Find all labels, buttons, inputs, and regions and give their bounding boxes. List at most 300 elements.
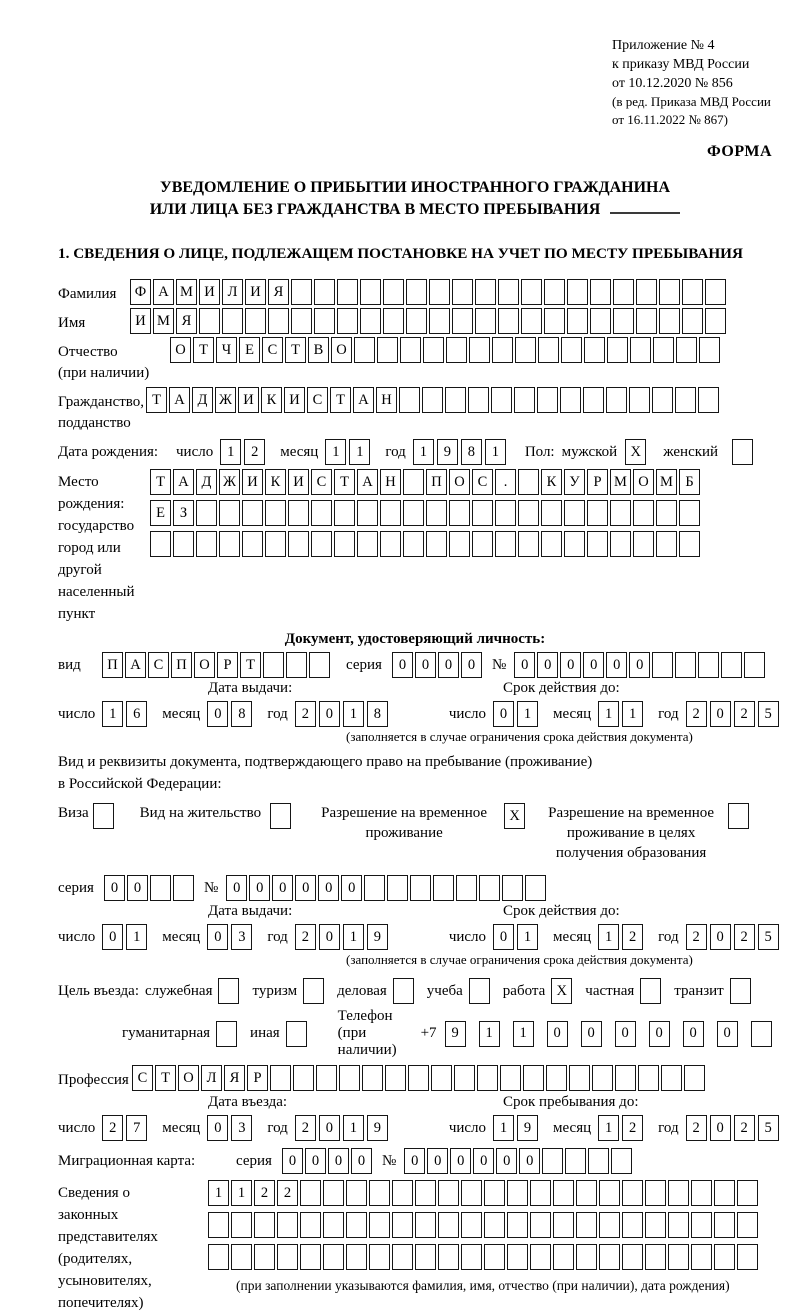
- char-cell[interactable]: [607, 337, 628, 363]
- char-cell[interactable]: [231, 1212, 252, 1238]
- char-cell[interactable]: 0: [710, 1115, 731, 1141]
- char-cell[interactable]: [564, 531, 585, 557]
- char-cell[interactable]: [495, 500, 516, 526]
- char-cell[interactable]: 0: [272, 875, 293, 901]
- char-cell[interactable]: [599, 1180, 620, 1206]
- char-cell[interactable]: [583, 387, 604, 413]
- char-cell[interactable]: О: [449, 469, 470, 495]
- char-cell[interactable]: [599, 1212, 620, 1238]
- char-cell[interactable]: [360, 279, 381, 305]
- char-cell[interactable]: [652, 652, 673, 678]
- char-cell[interactable]: [588, 1148, 609, 1174]
- char-cell[interactable]: Н: [380, 469, 401, 495]
- char-cell[interactable]: О: [331, 337, 352, 363]
- char-cell[interactable]: [630, 337, 651, 363]
- char-cell[interactable]: [656, 500, 677, 526]
- char-cell[interactable]: 1: [413, 439, 434, 465]
- char-cell[interactable]: [316, 1065, 337, 1091]
- char-cell[interactable]: [567, 308, 588, 334]
- char-cell[interactable]: [682, 279, 703, 305]
- char-cell[interactable]: 2: [254, 1180, 275, 1206]
- char-cell[interactable]: Я: [268, 279, 289, 305]
- char-cell[interactable]: [592, 1065, 613, 1091]
- char-cell[interactable]: [362, 1065, 383, 1091]
- char-cell[interactable]: 0: [450, 1148, 471, 1174]
- char-cell[interactable]: 0: [249, 875, 270, 901]
- char-cell[interactable]: 0: [104, 875, 125, 901]
- char-cell[interactable]: 1: [485, 439, 506, 465]
- char-cell[interactable]: [452, 279, 473, 305]
- char-cell[interactable]: [254, 1212, 275, 1238]
- char-cell[interactable]: 2: [295, 924, 316, 950]
- char-cell[interactable]: К: [265, 469, 286, 495]
- char-cell[interactable]: [406, 279, 427, 305]
- char-cell[interactable]: 9: [367, 1115, 388, 1141]
- char-cell[interactable]: [461, 1244, 482, 1270]
- char-cell[interactable]: 0: [493, 924, 514, 950]
- char-cell[interactable]: [288, 531, 309, 557]
- char-cell[interactable]: [523, 1065, 544, 1091]
- char-cell[interactable]: И: [284, 387, 305, 413]
- char-cell[interactable]: 2: [622, 1115, 643, 1141]
- char-cell[interactable]: [242, 531, 263, 557]
- char-cell[interactable]: [590, 279, 611, 305]
- char-cell[interactable]: [431, 1065, 452, 1091]
- char-cell[interactable]: [300, 1244, 321, 1270]
- char-cell[interactable]: [426, 500, 447, 526]
- char-cell[interactable]: 2: [277, 1180, 298, 1206]
- char-cell[interactable]: [668, 1212, 689, 1238]
- char-cell[interactable]: [645, 1180, 666, 1206]
- char-cell[interactable]: [369, 1244, 390, 1270]
- char-cell[interactable]: [645, 1212, 666, 1238]
- char-cell[interactable]: [387, 875, 408, 901]
- char-cell[interactable]: [277, 1212, 298, 1238]
- char-cell[interactable]: 0: [583, 652, 604, 678]
- char-cell[interactable]: [691, 1180, 712, 1206]
- char-cell[interactable]: 8: [461, 439, 482, 465]
- char-cell[interactable]: [502, 875, 523, 901]
- char-cell[interactable]: [446, 337, 467, 363]
- char-cell[interactable]: А: [173, 469, 194, 495]
- char-cell[interactable]: [587, 500, 608, 526]
- char-cell[interactable]: Т: [193, 337, 214, 363]
- char-cell[interactable]: [668, 1180, 689, 1206]
- char-cell[interactable]: [484, 1244, 505, 1270]
- char-cell[interactable]: Т: [155, 1065, 176, 1091]
- char-cell[interactable]: [334, 531, 355, 557]
- char-cell[interactable]: А: [353, 387, 374, 413]
- char-cell[interactable]: [500, 1065, 521, 1091]
- char-cell[interactable]: [622, 1212, 643, 1238]
- char-cell[interactable]: 0: [427, 1148, 448, 1174]
- char-cell[interactable]: С: [307, 387, 328, 413]
- char-cell[interactable]: [714, 1212, 735, 1238]
- char-cell[interactable]: [744, 652, 765, 678]
- char-cell[interactable]: [714, 1244, 735, 1270]
- char-cell[interactable]: [369, 1180, 390, 1206]
- char-cell[interactable]: У: [564, 469, 585, 495]
- char-cell[interactable]: 0: [710, 924, 731, 950]
- char-cell[interactable]: [456, 875, 477, 901]
- char-cell[interactable]: Д: [192, 387, 213, 413]
- char-cell[interactable]: Ж: [219, 469, 240, 495]
- char-cell[interactable]: [576, 1180, 597, 1206]
- char-cell[interactable]: [682, 308, 703, 334]
- char-cell[interactable]: 0: [519, 1148, 540, 1174]
- char-cell[interactable]: [449, 500, 470, 526]
- char-cell[interactable]: [300, 1212, 321, 1238]
- char-cell[interactable]: [288, 500, 309, 526]
- char-cell[interactable]: [518, 469, 539, 495]
- char-cell[interactable]: [676, 337, 697, 363]
- char-cell[interactable]: 7: [126, 1115, 147, 1141]
- char-cell[interactable]: М: [610, 469, 631, 495]
- char-cell[interactable]: 0: [127, 875, 148, 901]
- char-cell[interactable]: 1: [126, 924, 147, 950]
- char-cell[interactable]: И: [199, 279, 220, 305]
- char-cell[interactable]: [613, 279, 634, 305]
- char-cell[interactable]: [492, 337, 513, 363]
- char-cell[interactable]: [438, 1212, 459, 1238]
- char-cell[interactable]: [263, 652, 284, 678]
- char-cell[interactable]: [737, 1244, 758, 1270]
- char-cell[interactable]: 2: [686, 701, 707, 727]
- char-cell[interactable]: [587, 531, 608, 557]
- char-cell[interactable]: [472, 500, 493, 526]
- char-cell[interactable]: [245, 308, 266, 334]
- char-cell[interactable]: Д: [196, 469, 217, 495]
- char-cell[interactable]: [403, 531, 424, 557]
- char-cell[interactable]: 5: [758, 701, 779, 727]
- char-cell[interactable]: 0: [473, 1148, 494, 1174]
- char-cell[interactable]: 0: [319, 1115, 340, 1141]
- char-cell[interactable]: [576, 1212, 597, 1238]
- char-cell[interactable]: М: [656, 469, 677, 495]
- char-cell[interactable]: [445, 387, 466, 413]
- char-cell[interactable]: [610, 500, 631, 526]
- char-cell[interactable]: 1: [493, 1115, 514, 1141]
- char-cell[interactable]: Н: [376, 387, 397, 413]
- char-cell[interactable]: [633, 500, 654, 526]
- char-cell[interactable]: [698, 387, 719, 413]
- char-cell[interactable]: [659, 308, 680, 334]
- char-cell[interactable]: 1: [343, 1115, 364, 1141]
- char-cell[interactable]: [507, 1212, 528, 1238]
- char-cell[interactable]: В: [308, 337, 329, 363]
- char-cell[interactable]: [346, 1244, 367, 1270]
- char-cell[interactable]: [645, 1244, 666, 1270]
- char-cell[interactable]: [173, 875, 194, 901]
- residence-permit-checkbox[interactable]: [270, 803, 291, 829]
- char-cell[interactable]: 2: [734, 924, 755, 950]
- char-cell[interactable]: [633, 531, 654, 557]
- char-cell[interactable]: [403, 500, 424, 526]
- char-cell[interactable]: 2: [295, 701, 316, 727]
- char-cell[interactable]: 0: [514, 652, 535, 678]
- char-cell[interactable]: [599, 1244, 620, 1270]
- char-cell[interactable]: [553, 1212, 574, 1238]
- char-cell[interactable]: [656, 531, 677, 557]
- char-cell[interactable]: [469, 337, 490, 363]
- char-cell[interactable]: [385, 1065, 406, 1091]
- char-cell[interactable]: 0: [328, 1148, 349, 1174]
- char-cell[interactable]: [314, 279, 335, 305]
- char-cell[interactable]: [561, 337, 582, 363]
- char-cell[interactable]: [541, 531, 562, 557]
- char-cell[interactable]: [698, 652, 719, 678]
- char-cell[interactable]: 9: [437, 439, 458, 465]
- char-cell[interactable]: 0: [615, 1021, 636, 1047]
- char-cell[interactable]: 9: [517, 1115, 538, 1141]
- char-cell[interactable]: 0: [341, 875, 362, 901]
- char-cell[interactable]: Я: [224, 1065, 245, 1091]
- char-cell[interactable]: [638, 1065, 659, 1091]
- char-cell[interactable]: [346, 1212, 367, 1238]
- char-cell[interactable]: [392, 1244, 413, 1270]
- char-cell[interactable]: 1: [220, 439, 241, 465]
- char-cell[interactable]: 1: [231, 1180, 252, 1206]
- char-cell[interactable]: [538, 337, 559, 363]
- char-cell[interactable]: [576, 1244, 597, 1270]
- char-cell[interactable]: [173, 531, 194, 557]
- char-cell[interactable]: П: [102, 652, 123, 678]
- char-cell[interactable]: С: [132, 1065, 153, 1091]
- char-cell[interactable]: [286, 652, 307, 678]
- char-cell[interactable]: 0: [547, 1021, 568, 1047]
- char-cell[interactable]: Е: [150, 500, 171, 526]
- char-cell[interactable]: Р: [587, 469, 608, 495]
- char-cell[interactable]: [567, 279, 588, 305]
- char-cell[interactable]: [231, 1244, 252, 1270]
- char-cell[interactable]: [530, 1212, 551, 1238]
- char-cell[interactable]: 5: [758, 1115, 779, 1141]
- char-cell[interactable]: [454, 1065, 475, 1091]
- char-cell[interactable]: Ж: [215, 387, 236, 413]
- char-cell[interactable]: 0: [560, 652, 581, 678]
- char-cell[interactable]: [268, 308, 289, 334]
- char-cell[interactable]: [150, 875, 171, 901]
- char-cell[interactable]: [265, 531, 286, 557]
- char-cell[interactable]: [415, 1244, 436, 1270]
- char-cell[interactable]: [468, 387, 489, 413]
- char-cell[interactable]: [714, 1180, 735, 1206]
- char-cell[interactable]: П: [426, 469, 447, 495]
- char-cell[interactable]: 0: [404, 1148, 425, 1174]
- purpose-other-checkbox[interactable]: [286, 1021, 307, 1047]
- char-cell[interactable]: [684, 1065, 705, 1091]
- char-cell[interactable]: И: [245, 279, 266, 305]
- char-cell[interactable]: [242, 500, 263, 526]
- char-cell[interactable]: [337, 279, 358, 305]
- gender-female-checkbox[interactable]: [732, 439, 753, 465]
- char-cell[interactable]: 9: [445, 1021, 466, 1047]
- char-cell[interactable]: 0: [295, 875, 316, 901]
- char-cell[interactable]: 0: [537, 652, 558, 678]
- purpose-work-checkbox[interactable]: X: [551, 978, 572, 1004]
- char-cell[interactable]: Е: [239, 337, 260, 363]
- char-cell[interactable]: [544, 279, 565, 305]
- char-cell[interactable]: [622, 1180, 643, 1206]
- char-cell[interactable]: Т: [146, 387, 167, 413]
- char-cell[interactable]: [357, 531, 378, 557]
- char-cell[interactable]: 3: [231, 924, 252, 950]
- char-cell[interactable]: 2: [295, 1115, 316, 1141]
- char-cell[interactable]: С: [311, 469, 332, 495]
- char-cell[interactable]: [461, 1212, 482, 1238]
- char-cell[interactable]: 0: [207, 1115, 228, 1141]
- char-cell[interactable]: [449, 531, 470, 557]
- char-cell[interactable]: 2: [622, 924, 643, 950]
- char-cell[interactable]: [383, 308, 404, 334]
- char-cell[interactable]: Т: [150, 469, 171, 495]
- char-cell[interactable]: [521, 279, 542, 305]
- char-cell[interactable]: И: [288, 469, 309, 495]
- char-cell[interactable]: 0: [717, 1021, 738, 1047]
- char-cell[interactable]: [377, 337, 398, 363]
- char-cell[interactable]: [196, 500, 217, 526]
- char-cell[interactable]: 0: [351, 1148, 372, 1174]
- char-cell[interactable]: [346, 1180, 367, 1206]
- temp-residence-education-checkbox[interactable]: [728, 803, 749, 829]
- char-cell[interactable]: Т: [334, 469, 355, 495]
- char-cell[interactable]: [311, 500, 332, 526]
- char-cell[interactable]: [675, 652, 696, 678]
- char-cell[interactable]: [515, 337, 536, 363]
- char-cell[interactable]: [636, 279, 657, 305]
- char-cell[interactable]: 1: [479, 1021, 500, 1047]
- temp-residence-checkbox[interactable]: X: [504, 803, 525, 829]
- char-cell[interactable]: [323, 1244, 344, 1270]
- char-cell[interactable]: П: [171, 652, 192, 678]
- char-cell[interactable]: [270, 1065, 291, 1091]
- char-cell[interactable]: 0: [102, 924, 123, 950]
- char-cell[interactable]: [615, 1065, 636, 1091]
- char-cell[interactable]: [518, 531, 539, 557]
- char-cell[interactable]: [606, 387, 627, 413]
- char-cell[interactable]: [429, 279, 450, 305]
- char-cell[interactable]: [472, 531, 493, 557]
- char-cell[interactable]: 0: [226, 875, 247, 901]
- char-cell[interactable]: Р: [217, 652, 238, 678]
- char-cell[interactable]: 0: [710, 701, 731, 727]
- char-cell[interactable]: 0: [318, 875, 339, 901]
- char-cell[interactable]: 0: [493, 701, 514, 727]
- char-cell[interactable]: [679, 531, 700, 557]
- char-cell[interactable]: [611, 1148, 632, 1174]
- char-cell[interactable]: Я: [176, 308, 197, 334]
- char-cell[interactable]: [475, 279, 496, 305]
- purpose-official-checkbox[interactable]: [218, 978, 239, 1004]
- char-cell[interactable]: 1: [102, 701, 123, 727]
- char-cell[interactable]: [691, 1212, 712, 1238]
- char-cell[interactable]: З: [173, 500, 194, 526]
- char-cell[interactable]: 1: [598, 924, 619, 950]
- char-cell[interactable]: [309, 652, 330, 678]
- char-cell[interactable]: А: [153, 279, 174, 305]
- char-cell[interactable]: 0: [319, 701, 340, 727]
- char-cell[interactable]: [400, 337, 421, 363]
- char-cell[interactable]: 3: [231, 1115, 252, 1141]
- char-cell[interactable]: [507, 1180, 528, 1206]
- char-cell[interactable]: [406, 308, 427, 334]
- char-cell[interactable]: [429, 308, 450, 334]
- char-cell[interactable]: [383, 279, 404, 305]
- char-cell[interactable]: [564, 500, 585, 526]
- char-cell[interactable]: [277, 1244, 298, 1270]
- char-cell[interactable]: 1: [517, 701, 538, 727]
- char-cell[interactable]: 0: [683, 1021, 704, 1047]
- purpose-humanitarian-checkbox[interactable]: [216, 1021, 237, 1047]
- char-cell[interactable]: [721, 652, 742, 678]
- char-cell[interactable]: 0: [496, 1148, 517, 1174]
- char-cell[interactable]: [380, 531, 401, 557]
- char-cell[interactable]: [541, 500, 562, 526]
- char-cell[interactable]: [668, 1244, 689, 1270]
- char-cell[interactable]: К: [261, 387, 282, 413]
- char-cell[interactable]: [542, 1148, 563, 1174]
- char-cell[interactable]: [337, 308, 358, 334]
- char-cell[interactable]: [422, 387, 443, 413]
- char-cell[interactable]: 0: [581, 1021, 602, 1047]
- char-cell[interactable]: [423, 337, 444, 363]
- char-cell[interactable]: 9: [367, 924, 388, 950]
- char-cell[interactable]: [433, 875, 454, 901]
- char-cell[interactable]: М: [153, 308, 174, 334]
- char-cell[interactable]: 0: [438, 652, 459, 678]
- char-cell[interactable]: [495, 531, 516, 557]
- char-cell[interactable]: [254, 1244, 275, 1270]
- char-cell[interactable]: 0: [461, 652, 482, 678]
- char-cell[interactable]: Л: [222, 279, 243, 305]
- char-cell[interactable]: [323, 1180, 344, 1206]
- char-cell[interactable]: [530, 1180, 551, 1206]
- char-cell[interactable]: [199, 308, 220, 334]
- char-cell[interactable]: 0: [606, 652, 627, 678]
- char-cell[interactable]: Т: [330, 387, 351, 413]
- char-cell[interactable]: [380, 500, 401, 526]
- char-cell[interactable]: [293, 1065, 314, 1091]
- purpose-tourism-checkbox[interactable]: [303, 978, 324, 1004]
- char-cell[interactable]: И: [242, 469, 263, 495]
- char-cell[interactable]: [357, 500, 378, 526]
- char-cell[interactable]: [369, 1212, 390, 1238]
- char-cell[interactable]: 1: [325, 439, 346, 465]
- char-cell[interactable]: [590, 308, 611, 334]
- char-cell[interactable]: [219, 531, 240, 557]
- char-cell[interactable]: А: [125, 652, 146, 678]
- char-cell[interactable]: [265, 500, 286, 526]
- char-cell[interactable]: [339, 1065, 360, 1091]
- char-cell[interactable]: [484, 1180, 505, 1206]
- char-cell[interactable]: [560, 387, 581, 413]
- purpose-business-checkbox[interactable]: [393, 978, 414, 1004]
- char-cell[interactable]: [484, 1212, 505, 1238]
- char-cell[interactable]: [438, 1244, 459, 1270]
- char-cell[interactable]: 2: [244, 439, 265, 465]
- char-cell[interactable]: [518, 500, 539, 526]
- char-cell[interactable]: [553, 1180, 574, 1206]
- char-cell[interactable]: 1: [622, 701, 643, 727]
- char-cell[interactable]: 1: [513, 1021, 534, 1047]
- char-cell[interactable]: [629, 387, 650, 413]
- char-cell[interactable]: [565, 1148, 586, 1174]
- char-cell[interactable]: [525, 875, 546, 901]
- char-cell[interactable]: А: [169, 387, 190, 413]
- char-cell[interactable]: [705, 308, 726, 334]
- char-cell[interactable]: О: [633, 469, 654, 495]
- char-cell[interactable]: [659, 279, 680, 305]
